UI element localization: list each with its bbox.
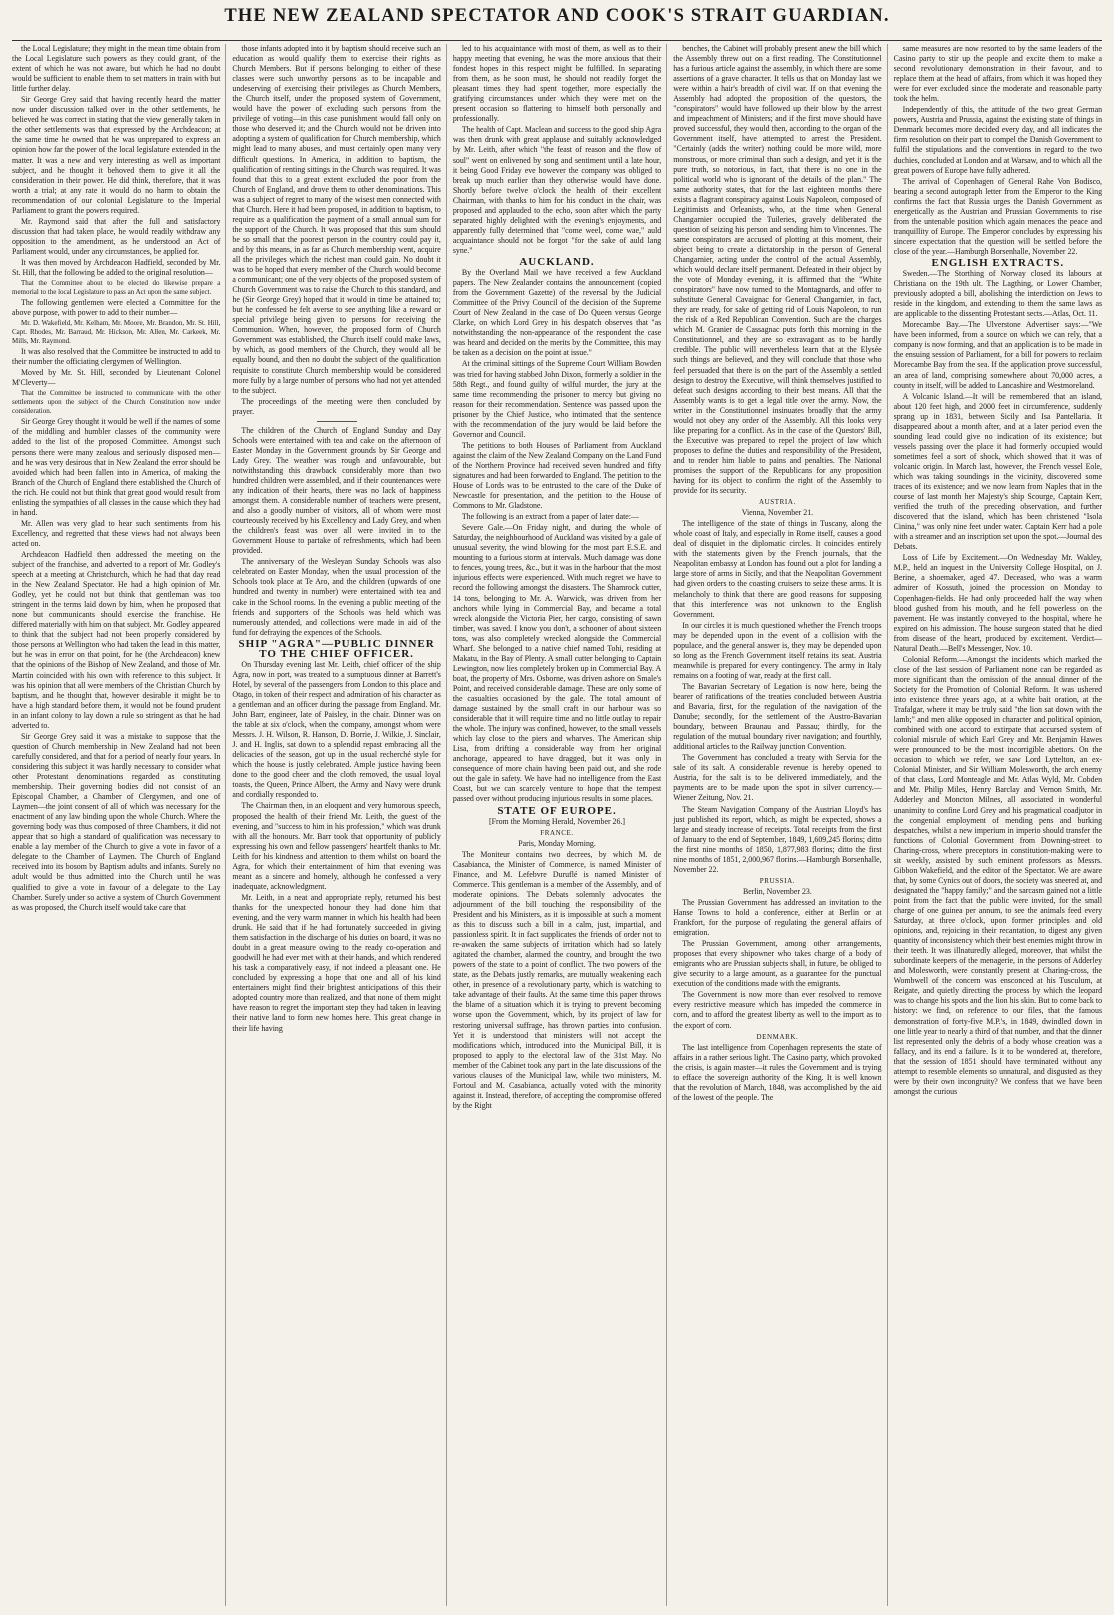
paragraph: By the Overland Mail we have received a few Auckland papers. The New Zealander contains the announcement (copied from the Government Gazette) of the reversal by the Judicial Committee of the Privy Council of the decision of the Supreme Court of New Zealand in the case of Do Queen versus George Clarke, on which Lord Grey in his despatch observes that "as notwithstanding the non-appearance of the respondent the case was heard and decided on the merits by the Committee, this may be taken as a decision on the point at issue." bbox=[452, 268, 662, 358]
article-headline: AUCKLAND. bbox=[519, 255, 595, 268]
section-separator bbox=[317, 421, 357, 422]
article-headline: STATE OF EUROPE. bbox=[497, 804, 617, 817]
paragraph: It was also resolved that the Committee be instructed to add to their number the officiating clergymen of Wellington. bbox=[12, 347, 221, 367]
paragraph: The arrival of Copenhagen of General Rahe Von Bodisco, bearing a second autograph letter from the Emperor to the King confirms the fact that Russia urges the Danish Government as energetically as the Austrian and Prussian Governments to rise from the untenable position which again menaces the peace and tranquillity of Europe. The Emperor concludes by expressing his sincere expectation that the question will be settled before the close of the year.—Hamburgh Borsenhalle, November 22. bbox=[893, 176, 1103, 256]
resolution-text: That the Committee be instructed to communicate with the other settlements upon the subject of the Church Constitution now under consideration. bbox=[12, 389, 221, 416]
paragraph: The petitions to both Houses of Parliament from Auckland against the claim of the New Zealand Company on the Land Fund of the Northern Province had received seven hundred and fifty signatures and had been forwarded to England. The petition to the House of Lords was to be entrusted to the care of the Duke of Newcastle for presentation, and the petition to the House of Commons to Mr. Gladstone. bbox=[452, 440, 662, 511]
section-subhead: FRANCE. bbox=[540, 828, 574, 837]
column-1 bbox=[12, 44, 226, 1606]
paragraph: the Local Legislature; they might in the mean time obtain from the Local Legislature such powers as they could grant, of the extent of which he was not aware, but which he had no doubt would be sufficient to enable them to set matters in train with but little further delay. bbox=[12, 44, 221, 94]
column-5 bbox=[894, 44, 1102, 1606]
newspaper-columns bbox=[12, 44, 1102, 1606]
paragraph: Mr. Allen was very glad to hear such sentiments from his Excellency, and regretted that these views had not always been acted on. bbox=[12, 518, 221, 548]
paragraph: A Volcanic Island.—It will be remembered that an island, about 120 feet high, and 2000 feet in circumference, suddenly sprang up in 1831, between Sicily and Isa Pantellaria. It disappeared about a month after, and at a later period even the sounding lead could give no indication of its existence; but vessels passing over the place it had formerly occupied would sometimes feel a sort of shock, which showed that it was of volcanic origin. In March last, however, the French vessel Eole, which was taking soundings in the vicinity, discovered some traces of its existence; and we now learn from Naples that in the course of last month her Majesty's ship Scourge, Captain Kerr, verified the truth of the preceding observation, and further discovered that the island, which has been christened "Isola Cinina," was only nine feet under water. Captain Kerr had a pole with a streamer and an inscription set upon the spot.—Journal des Debats. bbox=[893, 391, 1103, 552]
paragraph: Sweden.—The Storthing of Norway closed its labours at Christiana on the 19th ult. The Lagthing, or Lower Chamber, previously adopted a bill, abolishing the interdiction on Jews to reside in the kingdom, and extending to them the same laws as are applicable to the dissenting Protestant sects.—Atlas, Oct. 11. bbox=[893, 269, 1103, 319]
dateline: Berlin, November 23. bbox=[743, 886, 812, 896]
article-headline: SHIP "AGRA"—PUBLIC DINNER TO THE CHIEF OFFICER. bbox=[238, 637, 435, 660]
paragraph: benches, the Cabinet will probably present anew the bill which the Assembly threw out on a first reading. The Constitutionnel has a furious article against the assembly, in which there are some assertions of a grave character. It tells us that on Monday last we were within a hair's breadth of civil war. If on that evening the Assembly had adopted the proposition of the questors, the "conspirators" would have followed up their blow by the arrest and impeachment of Ministers; and if the first move should have proved successful, they would then, according to the organ of the Government itself, have attempted to arrest the President. "Certainly (adds the writer) nothing could be more wild, more monstrous, or more criminal than such a design, and yet it is the pure truth, so notorious, in fact, that there is no one in the political world who is ignorant of the details of the plan." The same authority states, that for the last eighteen months there exists a flagrant conspiracy against Louis Napoleon, composed of Legitimists and Orleanists, who, at the time when General Changarnier occupied the Tuileries, gravely deliberated the question of seizing his person and sending him to Vincennes. The same conspirators are accused of plotting at this moment, their object being to create a dictatorship in the person of General Changarnier, acting under the control of the actual Assembly, which would declare itself permanent. Defeated in their object by the vote of Monday evening, it is affirmed that the "White conspirators" have now turned to the Montagnards, and offer to substitute General Cavaignac for General Changarnier, in fact, they are ready, for sake of getting rid of Louis Napoleon, to run the risk of a Red Republican Convention. Such are the charges which M. Granier de Cassagnac puts forth this morning in the Constitutionnel, and they are so extravagant as to be hardly credible. The public will nevertheless learn that at the Elysée such things are believed, and they will conclude that those who feel persuaded that there is on the part of the Assembly a settled design to destroy the Executive, will think themselves justified to defeat such designs according to their best means. All that the Assembly wants is to get a legal title over the army. Now, the writer in the Constitutionnel insinuates broadly that the army would not obey any order of the Assembly. All this looks very like preparing for a conflict. As in the case of the Questors' Bill, the Executive was prepared to repel the project of law which proposes to define the duties and responsibility of the President, and to render him liable to pains and penalties. The National promises the support of the Republicans for any proposition having for its object to confirm the right of the Assembly to provide for its security. bbox=[673, 44, 882, 496]
masthead: THE NEW ZEALAND SPECTATOR AND COOK'S STRAIT GUARDIAN. bbox=[224, 6, 890, 26]
masthead-rule bbox=[12, 40, 1102, 41]
dateline: [From the Morning Herald, November 26.] bbox=[488, 816, 626, 826]
dateline: Vienna, November 21. bbox=[741, 508, 814, 518]
paragraph: Mr. Leith, in a neat and appropriate reply, returned his best thanks for the unexpected honour they had done him that evening, and the very warm manner in which his health had been drunk. He said that if he had fortunately succeeded in giving them satisfaction in the discharge of his duties on board, it was no doubt in a great measure owing to the ready co-operation and goodwill he had ever met with at their hands, and which rendered his task a comparatively easy, if not indeed a pleasant one. He concluded by expressing a hope that one and all of his kind entertainers might find their brightest anticipations of this their adopted country more than realized, and that none of them might have reason to regret the important step they had taken in leaving their native land to form new homes here. This great change in their life having bbox=[232, 892, 441, 1033]
resolution-text: That the Committee about to be elected do likewise prepare a memorial to the local Legislature to pass an Act upon the same subject. bbox=[12, 279, 221, 297]
article-headline: ENGLISH EXTRACTS. bbox=[931, 256, 1065, 269]
paragraph: Morecambe Bay.—The Ulverstone Advertiser says:—"We have been informed, from a source on which we can rely, that a company is now forming, and that an application is to be made in the ensuing session of Parliament, for a bill for powers to reclaim Morecambe Bay from the sea. If the application prove successful, an area of land, comprising somewhere about 70,000 acres, a county in itself, will be added to Lancashire and Westmoreland. bbox=[893, 320, 1103, 390]
column-3 bbox=[453, 44, 667, 1606]
paragraph: At the criminal sittings of the Supreme Court William Bowden was tried for having stabbed John Dixon, formerly a soldier in the 58th Regt., and found guilty of wilful murder, the jury at the same time recommending the prisoner to mercy but giving no reason for their recommendation. Sentence was passed upon the prisoner by the Chief Justice, who intimated that the sentence with the recommendation of the jury would be laid before the Governor and Council. bbox=[452, 359, 662, 439]
paragraph: In our circles it is much questioned whether the French troops may be depended upon in the event of a collision with the populace, and the general answer is, they may be depended upon so long as the French Government itself retains its seat. Austria meanwhile is prepared for every contingency. The army in Italy remains on a footing of war, ready at the first call. bbox=[673, 620, 882, 680]
paragraph: The Chairman then, in an eloquent and very humorous speech, proposed the health of their friend Mr. Leith, the guest of the evening, and "success to him in his profession," which was drunk with all the honours. Mr. Barr took that opportunity of publicly expressing his own and fellow passengers' heartfelt thanks to Mr. Leith for his kindness and attention to them whilst on board the Agra, for which their entertainment of him that evening was meant as a sincere and homely, although he confessed a very inadequate, acknowledgment. bbox=[232, 801, 441, 891]
paragraph: The health of Capt. Maclean and success to the good ship Agra was then drunk with great applause and suitably acknowledged by Mr. Leith, after which "the feast of reason and the flow of soul" went on enlivened by song and sentiment until a late hour, it being Good Friday eve however the company was obliged to break up much earlier than they otherwise would have done. Shortly before twelve o'clock the health of their excellent Chairman, with thanks to him for his conduct in the chair, was proposed and applauded to the echo, soon after which the party separated highly delighted with the evening's enjoyments, and apparently fully determined that "come weel, come wae," auld acquaintance should not be forgot "for the sake of auld lang syne." bbox=[452, 125, 662, 255]
paragraph: same measures are now resorted to by the same leaders of the Casino party to stir up the people and excite them to make a second revolutionary demonstration in their favour, and to replace them at the head of affairs, from which it was hoped they were for ever excluded since the moderate and reasonable party took the helm. bbox=[893, 44, 1103, 104]
paragraph: On Thursday evening last Mr. Leith, chief officer of the ship Agra, now in port, was treated to a sumptuous dinner at Barrett's Hotel, by several of the passengers from London to this place and Otago, in token of their respect and admiration of his character as a gentleman and an officer during the passage from England. Mr. John Barr, engineer, late of Paisley, in the chair. Dinner was on the table at six o'clock, when the company, amongst whom were Messrs. J. H. Wilson, R. Hanson, D. Borrie, J. Wilkie, J. Sinclair, J. and H. Inglis, sat down to a splendid repast embracing all the delicacies of the season, got up in the usual recherché style for which the house is justly celebrated. Ample justice having been done to the good cheer and the cloth removed, the usual loyal toasts, the Queen, Prince Albert, the Army and Navy were drunk and cordially responded to. bbox=[232, 659, 441, 800]
paragraph: The Government has concluded a treaty with Servia for the sale of its salt. A considerable revenue is hereby opened to Austria, for the salt is to be delivered immediately, and the payments are to be made upon the spot in silver currency.—Wiener Zeitung, Nov. 21. bbox=[673, 753, 882, 803]
column-4 bbox=[673, 44, 887, 1606]
resolution-text: Mr. D. Wakefield, Mr. Kelham, Mr. Moore, Mr. Brandon, Mr. St. Hill, Capt. Rhodes, Mr. Barraud, Mr. Hickson, Mr. Allen, Mr. Carkeek, Mr. Mills, Mr. Raymond. bbox=[12, 319, 221, 346]
paragraph: Sir George Grey thought it would be well if the names of some of the middling and humbler classes of the community were added to the list of the proposed Committee. Amongst such persons there were many zealous and seriously disposed men—and he was very desirous that in New Zealand the error should be avoided which had been fallen into in America, of making the Branch of the Church of England there established the Church of the rich. He could not but think that great good would result from enlisting the sympathies of all classes in the cause which they had in hand. bbox=[12, 417, 221, 517]
paragraph: Independently of this, the attitude of the two great German powers, Austria and Prussia, against the existing state of things in Denmark becomes more decided every day, and all indicates the firm resolution on their part to compel the Danish Government to fulfil the stipulations and the conventions in regard to the two duchies, concluded at London and at Warsaw, and to which all the great powers of Europe have fully adhered. bbox=[893, 105, 1103, 175]
paragraph: The children of the Church of England Sunday and Day Schools were entertained with tea and cake on the afternoon of Easter Monday in the Government grounds by Sir George and Lady Grey. The weather was rough and unfavourable, but notwithstanding this drawback considerably more than two hundred children were assembled, and if their countenances were any indication of their hearts, there was no lack of happiness amongst them. A considerable number of teachers were present, and also a goodly number of visitors, all of whom were most courteously received by his Excellency and Lady Grey, and when the children's feast was over all were invited in to the Government House to partake of refreshments, which had been provided. bbox=[232, 425, 441, 556]
paragraph: The Prussian Government has addressed an invitation to the Hanse Towns to hold a conference, either at Berlin or at Frankfort, for the purpose of regulating the general affairs of emigration. bbox=[673, 897, 882, 938]
paragraph: Moved by Mr. St. Hill, seconded by Lieutenant Colonel M'Cleverty— bbox=[12, 368, 221, 388]
paragraph: The last intelligence from Copenhagen represents the state of affairs in a rather serious light. The Casino party, which provoked the crisis, is again master—it rules the Government and is trying to efface the sovereign authority of the King. It is well known that the revolution of March, 1848, was accomplished by the aid of the lowest of the people. The bbox=[673, 1042, 882, 1102]
paragraph: Archdeacon Hadfield then addressed the meeting on the subject of the franchise, and adverted to a report of Mr. Godley's speech at a meeting at Christchurch, which he had that day read in the New Zealand Spectator. He had a high opinion of Mr. Godley, yet he could not but think that gentleman was too stringent in the terms laid down by him, when he proposed that none but communicants should exercise the franchise. He differed materially with him on that subject. Mr. Godley appeared to think that the subject had not been properly considered by those persons at Wellington who had taken the lead in this matter, but he was in error on that point, for he (the Archdeacon) knew that the opinions of the Bishop of New Zealand, and those of Mr. Martin coincided with his own with reference to this subject. It was his opinion that all were members of the Christian Church by baptism, and he thought that, however desirable it might be to have a high standard before them, it would not be found prudent in an infant colony to lay down a rule so stringent as that he had adverted to. bbox=[12, 549, 221, 730]
paragraph: The following is an extract from a paper of later date:— bbox=[461, 512, 639, 522]
paragraph: led to his acquaintance with most of them, as well as to their happy meeting that evening, he was the more anxious that their fondest hopes in this respect might be fulfilled. In separating from them, as he soon must, he should not readily forget the pleasant times they had spent together, more especially the gratifying circumstances under which they were met on the present occasion so flattering to himself both personally and professionally. bbox=[452, 44, 662, 124]
paragraph: Loss of Life by Excitement.—On Wednesday Mr. Wakley, M.P., held an inquest in the University College Hospital, on J. Berine, a shoemaker, aged 47. Deceased, who was a warm admirer of Kossuth, joined the procession on Monday to Copenhagen-fields. He had only proceeded half the way when blood gushed from his mouth, and he fell powerless on the pavement. He was instantly conveyed to the hospital, where he expired on his admission. The house surgeon stated that he died from disease of the heart, produced by excitement. Verdict—Natural Death.—Bell's Messenger, Nov. 10. bbox=[893, 553, 1103, 653]
section-subhead: PRUSSIA. bbox=[759, 876, 796, 885]
paragraph: It was then moved by Archdeacon Hadfield, seconded by Mr. St. Hill, that the following be added to the original resolution— bbox=[12, 257, 221, 278]
paragraph: The intelligence of the state of things in Tuscany, along the whole coast of Italy, and especially in Rome itself, causes a good deal of disquiet in the diplomatic circles. It coincides entirely with the statements given by the French journals, that the Neapolitan embassy at London has found out a plot for landing a large store of arms in Sicily, and that the Neapolitan Government had given orders to the coasting cruisers to seize these arms. It is melancholy to think that there are good reasons for supposing that this interference was not unknown to the English Government. bbox=[673, 519, 882, 619]
paragraph: those infants adopted into it by baptism should receive such an education as would qualify them to exercise their rights as Church Members. But if persons belonging to either of these classes were such unworthy persons as to be incapable and undeserving of exercising their privileges as Church Members, the Church itself, under the proposed system of Government, would have the power of excluding such persons from the privilege of voting—in this case punishment would fall only on those who deserved it; and the Church would not be driven into adopting a system of qualification for Church membership, which might lead to many abuses, and must certainly open many very difficult questions. In America, in addition to baptism, the qualification of renting sittings in the Church was required. It was found that this to a great extent excluded the poor from the Church of England, and drove them to other denominations. This was a subject of regret to many of the wisest men connected with that Church. Here it had been proposed, in addition to baptism, to require as a qualification the payment of a small annual sum for the support of the Church. It was proposed that this sum should be so small that the poorest person in the country could pay it, and by this means, in as far as Church membership went, acquire all the privileges which the richest man could gain. No doubt it was to be hoped that every member of the Church would become a communicant; one of the very objects of the proposed system of Church Government was to raise the Church to this standard, and he (Sir George Grey) hoped that it would in time be attained to; but he confessed he felt averse to see anything like a reward or special privilege being given to persons for receiving the Communion. When, however, the proposed form of Church Government was established, the Church itself could make laws, by which, as good members of the Church, they would all be equally bound, and then no doubt the subject of the qualification requisite to constitute Church membership would be considered more fully by a large number of persons who had not yet attended to the subject. bbox=[232, 44, 441, 395]
paragraph: The anniversary of the Wesleyan Sunday Schools was also celebrated on Easter Monday, when the usual procession of the Schools took place at Te Aro, and the children (upwards of one hundred and twenty in number) were entertained with tea and cake in the School rooms. In the evening a public meeting of the friends and supporters of the Schools was held which was numerously attended, and collections were made in aid of the fund for defraying the expences of the Schools. bbox=[232, 557, 441, 637]
dateline: Paris, Monday Morning. bbox=[518, 838, 596, 848]
paragraph: Sir George Grey said that having recently heard the matter now under discussion talked over in the other settlements, he believed he was correct in stating that the view generally taken in the other settlements was that expressed by the Archdeacon; at the same time he owned that he was unprepared to express an opinion how far the power of the local legislature extended in the matter. It was a new and very interesting as well as important subject, and he thought it behoved them to give it all the consideration in their power. He did think, therefore, that it was worth a trial; at any rate it would do no harm to obtain the recommendation of our colonial Legislature to the Imperial Parliament to grant the powers required. bbox=[12, 95, 221, 215]
paragraph: Severe Gale.—On Friday night, and during the whole of Saturday, the neighbourhood of Auckland was visited by a gale of unusual severity, the wind blowing for the most part E.S.E. and mounting to a furious storm at intervals. Much damage was done to fences, young trees, &c., but it was in the harbour that the most injurious effects were experienced. With much regret we have to record the following amongst the disasters. The Shamrock cutter, 14 tons, belonging to Mr. A. Warwick, was driven from her anchors while lying in Commercial Bay, and became a total wreck alongside the Victoria Pier, her cargo, consisting of sawn timber, was saved. I know you don't, a schooner of about sixteen tons, was also completely wrecked alongside the Commercial Wharf. She belonged to a native chief named Tohi, residing at Makatu, in the Bay of Plenty. A small cutter belonging to Captain Lewington, now lies completely broken up in Commercial Bay. A boat, the property of Mrs. Osborne, was driven ashore on Smale's Point, and received considerable damage. These are only some of the casualties occasioned by the gale. The total amount of damage sustained by the small craft in our harbour was so considerable that it will require time and no little outlay to repair the whole. The injury was confined, however, to the small vessels which lay close to the piers and wharves. The American ship Lisa, from drifting a considerable way from her original anchorage, appeared to have dragged, but it was only in consequence of more chain having been paid out, and she rode out the gale in safety. We have had no intelligence from the East Coast, but we can scarcely venture to hope that the tempest passed over without producing injurious results in some places. bbox=[452, 523, 662, 804]
paragraph: The Steam Navigation Company of the Austrian Lloyd's has just published its report, which, as might be expected, shows a large and steady increase of receipts. Total receipts from the first of January to the end of September, 1849, 1,609,245 florins; ditto the first nine months of 1850, 1,877,983 florins; ditto the first nine months of 1851, 2,000,967 florins.—Hamburgh Borsenhalle, November 22. bbox=[673, 804, 882, 874]
column-2 bbox=[232, 44, 446, 1606]
paragraph: Colonial Reform.—Amongst the incidents which marked the close of the last session of Parliament none can be regarded as more significant than the omission of the annual dinner of the Society for the Promotion of Colonial Reform. It was ushered into existence three years ago, at a white bait oration, at the Trafalgar, where it may be truly said "the lion sat down with the lamb;" and men alike opposed in character and political opinion, combined with one accord to extirpate that accursed system of colonial misrule of which Earl Grey and Mr. Benjamin Hawes were pronounced to be the most incorrigible abettors. On the occasion to which we refer, we saw Lord Lyttelton, an ex-Colonial Minister, and Sir William Molesworth, the arch enemy of that class, Lord Monteagle and Mr. Atlas Wyld, Mr. Cobden and Mr. Philip Miles, Henry Barclay and Vernon Smith, Mr. Adderley and Moncton Milnes, all associated in wonderful unanimity to confine Lord Grey and his pragmatical coadjutor in the congenial employment of mending pens and burking despatches, whilst a new imperium in imperio should transfer the functions of Colonial Government from Downing-street to Charing-cross, where preceptors in constitution-making were to sit weekly, assisted by such eminent professors as Messrs. Gibbon Wakefield, and the editor of the Spectator. We are aware that, by some Cynics out of doors, the society was sneered at, and designated the "happy family;" and the sarcasm gained not a little point from the fact that the public were invited, for the small charge of one guinea per annum, to see the animals feed every Saturday, at three o'clock, upon former principles and old opinions, and, rejoicing in their recantation, to digest any given quantity of inconsistency which their best enemies might throw in their teeth. It was illnaturedly alleged, moreover, that whilst the subordinate keepers of the menagerie, in the persons of Adderley and Molesworth, were constantly present at Charing-cross, the Wombwell of the concern was ensconced at his Tusculum, at Reigate, and quietly directing the process by which the leopard was to change his spots and the lion his skin. But to come back to history: we find, on reference to our files, that the famous demonstration of forty-five M.P.'s, in 1849, dwindled down in one little year to nearly a third of that number, and that the dinner list represented only the debris of a body whose creation was a fallacy, and its end a failure. Is it to be wondered at, therefore, that the session of 1851 should have terminated without any attempt to resemble elements so unnatural, and disgusted as they were by their own incongruity? We confess that we have been amongst the curious bbox=[893, 654, 1103, 1096]
section-subhead: AUSTRIA. bbox=[758, 498, 796, 507]
paragraph: Mr. Raymond said that after the full and satisfactory discussion that had taken place, he would readily withdraw any opposition to the amendment, as he understood an Act of Parliament would, under any circumstances, be applied for. bbox=[12, 216, 221, 256]
paragraph: The Prussian Government, among other arrangements, proposes that every shipowner who takes charge of a body of emigrants who are Prussian subjects shall, in future, be obliged to give security to a large amount, as a guarantee for the punctual execution of the conditions made with the emigrants. bbox=[673, 939, 882, 989]
paragraph: The Government is now more than ever resolved to remove every restrictive measure which has impeded the commerce in corn, and to afford the greatest liberty as well to the import as to the export of corn. bbox=[673, 990, 882, 1030]
paragraph: Sir George Grey said it was a mistake to suppose that the question of Church membership in New Zealand had not been carefully considered, and that for a period of nearly four years. In considering this subject it was hardly necessary to consider what other Protestant denominations regarded as constituting membership. Their governing bodies did not consist of an Episcopal Chamber, a Chamber of Clergymen, and one of Laymen—the joint consent of all of which was necessary for the enactment of any law binding upon the whole Church. Where the governing body was thus composed of three Chambers, it did not appear that so high a standard of qualification was necessary to enable a lay member of the Church to give a vote in favor of a delegate to the Chamber of Laymen. The Church of England received into its bosom by Baptism adults and infants. Surely no adult would be thus admitted into the Church until he was qualified to give a vote in favour of a delegate to the Lay Chamber. Surely under so active a system of Church Government as was proposed, the Church itself would take care that bbox=[12, 731, 221, 912]
paragraph: The Moniteur contains two decrees, by which M. de Casabianca, the Minister of Commerce, is named Minister of Finance, and M. Lefebvre Duruflé is named Minister of Commerce. This gentleman is a member of the Assembly, and of moderate opinions. The Debats solemnly advocates the adjournment of the bill touching the responsibility of the President and his Ministers, as it is impossible at such a moment as this to discuss such a bill in a calm, just, impartial, and passionless spirit. It in fact supplicates the friends of order not to re-awaken the same subjects of irritation which had so lately agitated the chamber, alarmed the country, and brought the two powers of the state to a point of conflict. The two powers of the state, as the Debats justly remarks, are mutually weakening each other, in presence of a revolutionary party, which is watching to take advantage of their faults. At the same time this paper throws the blame of a situation which it is trying to prevent becoming worse upon the Government, which, by its project of law for restoring universal suffrage, has thrown parties into confusion. Yet it is understood that ministers will not accept the modifications which, introduced into the Municipal Bill, it is proposed to apply to the electoral law of the 31st May. No member of the Cabinet took any part in the late discussions of the various clauses of the Municipal law, while two ministers, M. Fortoul and M. Casabianca, actually voted with the minority against it. Instead, therefore, of accepting the compromise offered by the Right bbox=[452, 849, 662, 1110]
section-subhead: DENMARK. bbox=[756, 1032, 799, 1041]
paragraph: The following gentlemen were elected a Committee for the above purpose, with power to add to their number— bbox=[12, 298, 221, 318]
paragraph: The proceedings of the meeting were then concluded by prayer. bbox=[232, 396, 441, 416]
paragraph: The Bavarian Secretary of Legation is now here, being the bearer of ratifications of the treaties concluded between Austria and Bavaria, first, for the regulation of the navigation of the Danube; secondly, for the settlement of the Austro-Bavarian boundary, between Braunau and Passau; thirdly, for the regulation of the mutual boundary river navigation; and fourthly, additional articles to the Railway junction Convention. bbox=[673, 681, 882, 752]
